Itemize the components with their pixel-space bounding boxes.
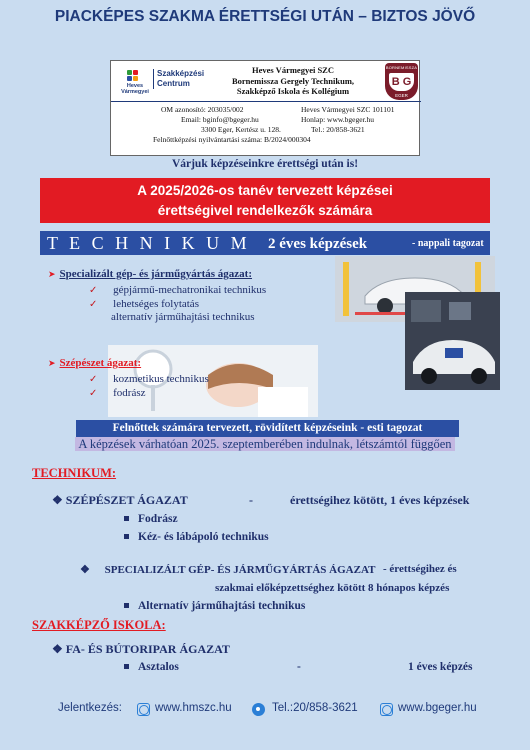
fa-agazat — [52, 642, 230, 657]
gep-section — [48, 264, 266, 323]
fa-agazat-name: FA- ÉS BÚTORIPAR ÁGAZAT — [65, 642, 230, 656]
szepeszet-tech-item-2: Kéz- és lábápoló technikus — [124, 531, 269, 543]
diamond-bullet-icon: ❖ — [52, 642, 63, 656]
szepeszet-agazat-name: SZÉPÉSZET ÁGAZAT — [65, 493, 188, 507]
szepeszet-agazat — [52, 493, 188, 508]
license-number: Felnőttképzési nyilvántartási száma: B/2024/000304 — [153, 135, 311, 144]
crest-bottom-text: EGER — [395, 93, 408, 98]
red-banner — [40, 178, 490, 223]
gep-agazat — [80, 563, 375, 576]
szc-id: Heves Vármegyei SZC 101101 — [301, 105, 395, 114]
page-title: PIACKÉPES SZAKMA ÉRETTSÉGI UTÁN – BIZTOS JÖVŐ — [54, 8, 476, 25]
check-icon: ✓ — [89, 374, 98, 385]
gep-item-2: lehetséges folytatás — [113, 298, 199, 310]
szepeszet-section — [48, 353, 209, 399]
school-line-3: Szakképző Iskola és Kollégium — [236, 86, 350, 96]
check-icon: ✓ — [89, 285, 98, 296]
footer-label: Jelentkezés: — [58, 702, 122, 714]
header-top — [111, 61, 421, 102]
telephone: Tel.: 20/858-3621 — [311, 125, 365, 134]
school-line-2: Bornemissza Gergely Technikum, — [231, 75, 355, 86]
logo-sub: Heves Vármegyei — [121, 83, 149, 95]
szepeszet-item-2: fodrász — [113, 387, 146, 399]
square-bullet-icon — [124, 534, 129, 539]
asztalos-dash: - — [297, 661, 301, 673]
gep-detail-1: - érettségihez és — [383, 563, 457, 575]
szepeszet-item-1: kozmetikus technikus — [113, 373, 209, 385]
address: 3300 Eger, Kertész u. 128. — [201, 125, 281, 134]
asztalos-duration: 1 éves képzés — [408, 661, 473, 673]
duration-text: 2 éves képzések — [268, 236, 368, 252]
gep-tech-item-1: Alternatív járműhajtási technikus — [124, 600, 305, 612]
footer-contacts — [0, 702, 530, 720]
square-bullet-icon — [124, 516, 129, 521]
szepeszet-label: Szépészet ágazat: — [59, 357, 142, 369]
square-bullet-icon — [124, 664, 129, 669]
szakkepzo-heading: SZAKKÉPZŐ ISKOLA: — [32, 618, 166, 632]
tagozat-text: - nappali tagozat — [412, 238, 484, 249]
szc-logo — [117, 68, 205, 96]
felnott-banner: Felnőttek számára tervezett, rövidített képzéseink - esti tagozat — [76, 420, 459, 437]
szepeszet-dash: - — [249, 493, 253, 507]
website: Honlap: www.bgeger.hu — [301, 115, 375, 124]
szepeszet-detail: érettségihez kötött, 1 éves képzések — [290, 493, 470, 507]
start-date-text — [40, 437, 490, 452]
gep-continuation: alternatív járműhajtási technikus — [111, 311, 255, 323]
globe-icon — [380, 703, 393, 716]
crest-letters: B G — [389, 73, 414, 91]
globe-icon — [137, 703, 150, 716]
electric-car-photo — [405, 292, 500, 390]
footer-web-1[interactable]: www.hmszc.hu — [155, 702, 232, 714]
footer-phone[interactable]: Tel.:20/858-3621 — [272, 702, 358, 714]
crest-top-text: BORNEMISSZA — [385, 65, 418, 70]
wait-text: Várjuk képzéseinkre érettségi után is! — [171, 158, 359, 170]
school-line-1: Heves Vármegyei SZC — [252, 65, 334, 75]
red-banner-line-2: érettségivel rendelkezők számára — [157, 203, 373, 218]
om-id: OM azonosító: 203035/002 — [161, 105, 244, 114]
school-crest-icon — [385, 63, 418, 100]
school-header — [110, 60, 420, 156]
asztalos-item: Asztalos — [124, 661, 179, 673]
diamond-bullet-icon: ❖ — [80, 564, 90, 576]
diamond-bullet-icon: ❖ — [52, 493, 63, 507]
start-date-highlight: A képzések várhatóan 2025. szeptemberében indulnak, létszámtól függően — [75, 437, 454, 451]
technikum-word: T E C H N I K U M — [47, 233, 251, 253]
check-icon: ✓ — [89, 299, 98, 310]
szc-mark-icon — [127, 70, 143, 82]
phone-icon — [252, 703, 265, 716]
technikum-heading: TECHNIKUM: — [32, 466, 117, 480]
school-name — [203, 65, 383, 97]
gep-label: Specializált gép- és járműgyártás ágazat: — [59, 268, 253, 280]
gep-item-1: gépjármű-mechatronikai technikus — [113, 284, 267, 296]
check-icon: ✓ — [89, 388, 98, 399]
gep-agazat-name: SPECIALIZÁLT GÉP- ÉS JÁRMŰGYÁRTÁS ÁGAZAT — [104, 564, 376, 576]
email: Email: bginfo@bgeger.hu — [181, 115, 259, 124]
gep-detail-2: szakmai előképzettséghez kötött 8 hónapos képzés — [215, 582, 450, 594]
red-banner-line-1: A 2025/2026-os tanév tervezett képzései — [137, 183, 393, 198]
technikum-banner — [40, 231, 490, 255]
szepeszet-tech-item-1: Fodrász — [124, 513, 178, 525]
arrow-icon: ➤ — [48, 269, 56, 279]
footer-web-2[interactable]: www.bgeger.hu — [398, 702, 477, 714]
arrow-icon: ➤ — [48, 358, 56, 368]
logo-name: Szakképzési Centrum — [153, 69, 203, 89]
square-bullet-icon — [124, 603, 129, 608]
